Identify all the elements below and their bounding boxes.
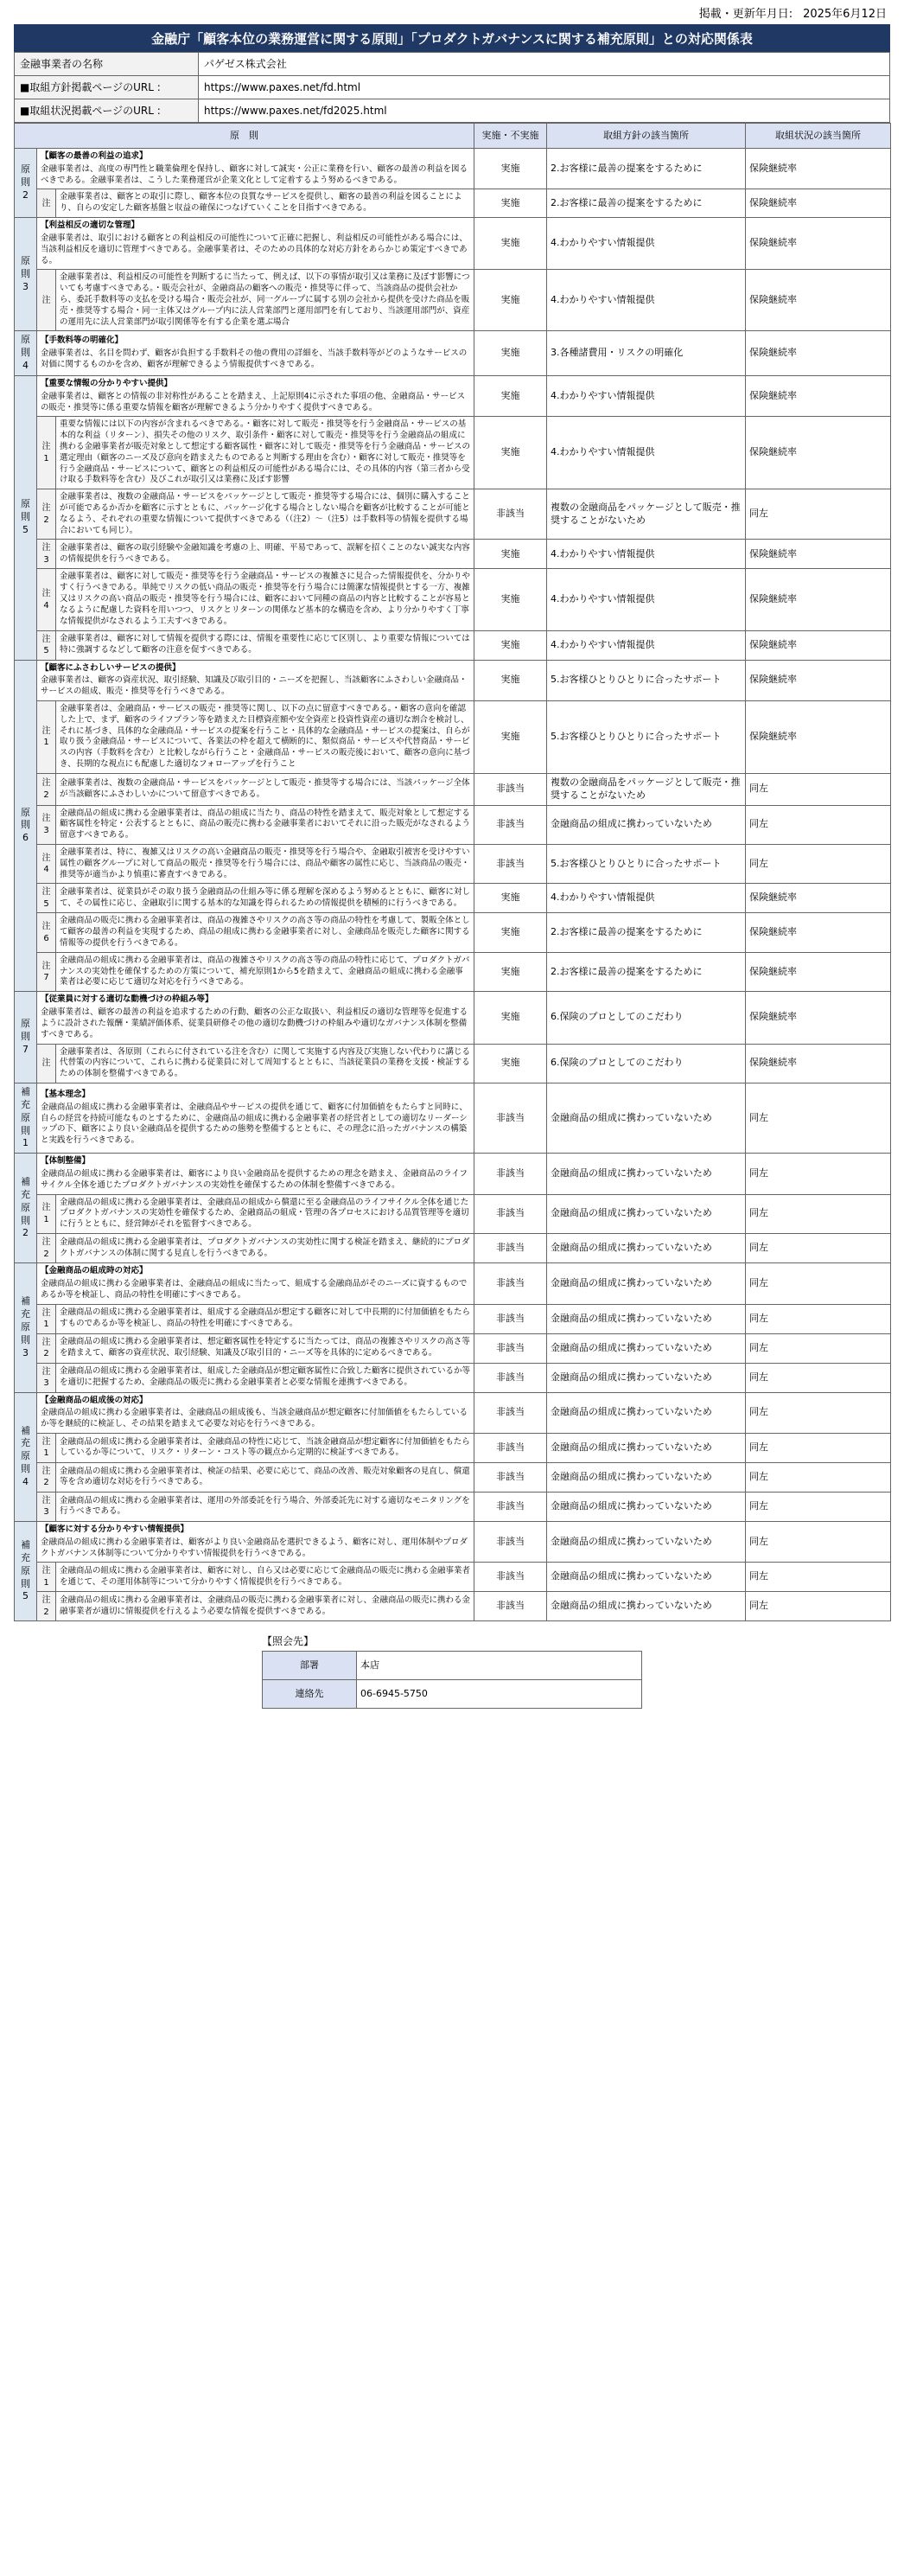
company-name-label: 金融事業者の名称 <box>15 53 199 76</box>
status-cell: 非該当 <box>474 1563 547 1592</box>
table-row <box>15 189 891 218</box>
principle-body: 金融事業者は、高度の専門性と職業倫理を保持し、顧客に対して誠実・公正に業務を行い、顧客の最善の利益を図るべきである。金融事業者は、こうした業務運営が企業文化として定着するよう努めるべきである。 <box>41 163 468 185</box>
principle-text <box>56 1563 474 1592</box>
principle-group: 補充原則3 <box>15 1263 37 1392</box>
progress-cell: 保険継続率 <box>746 913 891 952</box>
policy-cell: 4.わかりやすい情報提供 <box>547 270 746 331</box>
principle-text <box>37 660 474 700</box>
note-label: 注1 <box>37 1563 56 1592</box>
progress-cell: 同左 <box>746 1304 891 1333</box>
dept-label: 部署 <box>263 1652 357 1680</box>
principle-text <box>37 1154 474 1194</box>
status-cell: 実施 <box>474 1044 547 1083</box>
policy-cell: 金融商品の組成に携わっていないため <box>547 1521 746 1562</box>
principle-body: 金融商品の組成に携わる金融事業者は、顧客がより良い金融商品を選択できるよう、顧客に対し、運用体制やプロダクトガバナンス体制等について分かりやすい情報提供を行うべきである。 <box>41 1537 468 1558</box>
note-label: 注1 <box>37 417 56 489</box>
progress-cell: 同左 <box>746 1333 891 1363</box>
principle-heading: 【利益相反の適切な管理】 <box>41 221 140 231</box>
principle-text <box>56 489 474 540</box>
table-row <box>15 375 891 416</box>
principle-heading: 【重要な情報の分かりやすい提供】 <box>41 378 173 388</box>
table-row <box>15 1392 891 1433</box>
progress-cell: 保険継続率 <box>746 1044 891 1083</box>
status-url-link[interactable]: https://www.paxes.net/fd2025.html <box>199 99 890 123</box>
policy-cell: 金融商品の組成に携わっていないため <box>547 805 746 844</box>
company-name-value: パゲゼス株式会社 <box>199 53 890 76</box>
progress-cell: 同左 <box>746 1263 891 1304</box>
principle-body: 金融事業者は、利益相反の可能性を判断するに当たって、例えば、以下の事情が取引又は業務に及ぼす影響についても考慮すべきである。・販売会社が、金融商品の顧客への販売・推奨等に伴って、当該商品の提供会社から、委託手数料等の支払を受ける場合・販売会社が、同一グループに属する別の会社から提供を受けた商品を販売・推奨等する場合・同一主体又はグループ内に法人営業部門と運用部門を有しており、当該運用部門が、資産の運用先に法人営業部門が取引関係等を有する企業を選ぶ場合 <box>60 272 470 327</box>
policy-cell: 2.お客様に最善の提案をするために <box>547 952 746 991</box>
principle-body: 金融商品の組成に携わる金融事業者は、運用の外部委託を行う場合、外部委託先に対する適切なモニタリングを行うべきである。 <box>60 1495 470 1517</box>
principle-text <box>37 149 474 189</box>
contact-table <box>262 1651 642 1709</box>
principle-heading: 【顧客の最善の利益の追求】 <box>41 151 148 161</box>
principle-body: 金融事業者は、顧客に対して販売・推奨等を行う金融商品・サービスの複雑さに見合った情報提供を、分かりやすく行うべきである。単純でリスクの低い商品の販売・推奨等を行う場合には簡潔な情報提供とする一方、複雑又はリスクの高い商品の販売・推奨等を行う場合には、顧客において同種の商品の内容と比較することが容易となるように配慮した資料を用いつつ、リスクとリターンの関係など基本的な構造を含め、より分かりやすく丁寧な情報提供がなされるよう工夫すべきである。 <box>60 572 471 626</box>
progress-cell: 同左 <box>746 773 891 805</box>
table-row <box>15 773 891 805</box>
status-cell: 非該当 <box>474 805 547 844</box>
policy-cell: 金融商品の組成に携わっていないため <box>547 1563 746 1592</box>
principle-text <box>56 952 474 991</box>
status-cell: 非該当 <box>474 1083 547 1153</box>
table-row <box>15 1083 891 1153</box>
status-cell: 非該当 <box>474 1304 547 1333</box>
principle-group: 原則7 <box>15 992 37 1083</box>
progress-cell: 同左 <box>746 1521 891 1562</box>
principle-body: 金融商品の組成に携わる金融事業者は、商品の組成に当たり、商品の特性を踏まえて、販売対象として想定する顧客属性を特定・公表するとともに、商品の販売に携わる金融事業者においてそれに沿った販売がなされるよう留意すべきである。 <box>60 808 471 841</box>
note-label: 注1 <box>37 1194 56 1233</box>
principle-text <box>56 270 474 331</box>
principle-body: 金融事業者は、取引における顧客との利益相反の可能性について正確に把握し、利益相反の可能性がある場合には、当該利益相反を適切に管理すべきである。金融事業者は、そのための具体的な対応方針をあらかじめ策定すべきである。 <box>41 233 468 265</box>
status-cell: 実施 <box>474 540 547 569</box>
principle-body: 金融商品の組成に携わる金融事業者は、金融商品の販売に携わる金融事業者に対し、金融商品の販売に携わる金融事業者が適切に情報提供を行えるよう必要な情報を提供すべきである。 <box>60 1595 471 1616</box>
status-cell: 非該当 <box>474 1392 547 1433</box>
progress-cell: 同左 <box>746 1563 891 1592</box>
principle-heading: 【基本理念】 <box>41 1090 91 1100</box>
principle-body: 金融商品の組成に携わる金融事業者は、顧客に対し、自ら又は必要に応じて金融商品の販売に携わる金融事業者を通じて、その運用体制等について分かりやすく情報提供を行うべきである。 <box>60 1566 471 1587</box>
table-row <box>15 331 891 376</box>
principle-group: 原則2 <box>15 149 37 218</box>
principle-body: 金融事業者は、顧客に対して情報を提供する際には、情報を重要性に応じて区別し、より重要な情報については特に強調するなどして顧客の注意を促すべきである。 <box>60 634 470 655</box>
progress-cell: 保険継続率 <box>746 569 891 630</box>
policy-cell: 4.わかりやすい情報提供 <box>547 630 746 660</box>
principle-body: 金融商品の組成に携わる金融事業者は、金融商品の組成から償還に至る金融商品のライフサイクル全体を通じたプロダクトガバナンスの実効性を確保するため、金融商品の組成・管理の各プロセスにおける品質管理等を適切に行うとともに、経営陣がそれを監督すべきである。 <box>60 1197 469 1230</box>
contact-box <box>262 1633 642 1709</box>
principle-text <box>56 189 474 218</box>
status-cell: 実施 <box>474 218 547 270</box>
table-row <box>15 569 891 630</box>
company-info-table <box>14 52 890 123</box>
principle-group: 原則5 <box>15 375 37 660</box>
principle-body: 金融商品の販売に携わる金融事業者は、商品の複雑さやリスクの高さ等の商品の特性を考慮して、製販全体として顧客の最善の利益を実現するため、商品の組成に携わる金融事業者に対し、金融商品を販売した顧客に関する情報等の提供を行うべきである。 <box>60 916 470 949</box>
principle-body: 金融事業者は、複数の金融商品・サービスをパッケージとして販売・推奨等する場合には、個別に購入することが可能であるか否かを顧客に示すとともに、パッケージ化する場合としない場合を顧客が比較することが可能となるよう、それぞれの重要な情報について提供すべきである（（注2）～（注5）は手数料等の情報を提供する場合においても同じ）。 <box>60 492 470 535</box>
principle-body: 金融事業者は、複数の金融商品・サービスをパッケージとして販売・推奨等する場合には、当該パッケージ全体が当該顧客にふさわしいかについて留意すべきである。 <box>60 777 470 799</box>
table-row <box>15 417 891 489</box>
status-cell: 実施 <box>474 952 547 991</box>
principle-heading: 【手数料等の明確化】 <box>41 336 124 346</box>
policy-cell: 金融商品の組成に携わっていないため <box>547 1194 746 1233</box>
progress-cell: 保険継続率 <box>746 375 891 416</box>
principle-text <box>56 805 474 844</box>
status-cell: 非該当 <box>474 1363 547 1392</box>
progress-cell: 保険継続率 <box>746 417 891 489</box>
principle-body: 金融商品の組成に携わる金融事業者は、金融商品の組成後も、当該金融商品が想定顧客に付加価値をもたらしているか等を継続的に検証し、その結果を踏まえて必要な対応を行うべきである。 <box>41 1408 468 1429</box>
table-row <box>15 149 891 189</box>
status-cell: 実施 <box>474 375 547 416</box>
principle-body: 金融商品の組成に携わる金融事業者は、想定顧客属性を特定するに当たっては、商品の複雑さやリスクの高さ等を踏まえて、顧客の資産状況、取引経験、知識及び取引目的・ニーズ等を具体的に定めるべきである。 <box>60 1337 470 1358</box>
status-cell: 実施 <box>474 884 547 913</box>
progress-cell: 保険継続率 <box>746 630 891 660</box>
principle-body: 金融商品の組成に携わる金融事業者は、金融商品の組成に当たって、組成する金融商品がそのニーズに資するものであるか等を検証し、商品の特性を明確にすべきである。 <box>41 1278 468 1300</box>
policy-cell: 5.お客様ひとりひとりに合ったサポート <box>547 660 746 700</box>
note-label: 注 <box>37 189 56 218</box>
principle-body: 金融事業者は、顧客の資産状況、取引経験、知識及び取引目的・ニーズを把握し、当該顧客にふさわしい金融商品・サービスの組成、販売・推奨等を行うべきである。 <box>41 675 468 697</box>
table-row <box>15 1234 891 1263</box>
note-label: 注 <box>37 270 56 331</box>
update-info <box>0 0 904 24</box>
note-label: 注3 <box>37 540 56 569</box>
status-cell: 非該当 <box>474 1492 547 1521</box>
principle-text <box>37 218 474 270</box>
principle-group: 補充原則1 <box>15 1083 37 1153</box>
note-label: 注6 <box>37 913 56 952</box>
tel-value: 06-6945-5750 <box>357 1680 642 1709</box>
policy-cell: 4.わかりやすい情報提供 <box>547 218 746 270</box>
table-row <box>15 1194 891 1233</box>
principle-text <box>37 1392 474 1433</box>
principle-text <box>56 569 474 630</box>
principle-rows <box>15 149 891 1621</box>
policy-cell: 6.保険のプロとしてのこだわり <box>547 1044 746 1083</box>
status-cell: 実施 <box>474 417 547 489</box>
table-row <box>15 700 891 773</box>
updated-label: 掲載・更新年月日: <box>698 7 793 21</box>
principle-body: 金融商品の組成に携わる金融事業者は、金融商品やサービスの提供を通じて、顧客に付加価値をもたらすと同時に、自らの経営を持続可能なものとするために、金融商品の組成に携わる金融事業者の経営者としての適切なリーダーシップの下、顧客により良い金融商品を提供するための態勢を整備するとともに、その理念に沿ったガバナンスの構築と実践を行うべきである。 <box>41 1102 468 1146</box>
principle-group: 補充原則5 <box>15 1521 37 1620</box>
table-row <box>15 952 891 991</box>
principle-body: 金融商品の組成に携わる金融事業者は、組成する金融商品が想定する顧客に対して中長期的に付加価値をもたらすものであるか等を検証し、商品の特性を明確にすべきである。 <box>60 1307 471 1328</box>
table-row <box>15 1462 891 1492</box>
principle-text <box>37 992 474 1044</box>
principle-body: 金融商品の組成に携わる金融事業者は、検証の結果、必要に応じて、商品の改善、販売対象顧客の見直し、償還等を含め適切な対応を行うべきである。 <box>60 1466 470 1487</box>
principle-text <box>56 1044 474 1083</box>
policy-cell: 4.わかりやすい情報提供 <box>547 569 746 630</box>
table-row <box>15 992 891 1044</box>
policy-cell: 金融商品の組成に携わっていないため <box>547 1154 746 1194</box>
progress-cell: 同左 <box>746 844 891 883</box>
table-row <box>15 489 891 540</box>
principle-group: 補充原則4 <box>15 1392 37 1521</box>
principle-body: 重要な情報には以下の内容が含まれるべきである。・顧客に対して販売・推奨等を行う金融商品・サービスの基本的な利益（リターン）、損失その他のリスク、取引条件・顧客に対して販売・推奨等を行う金融商品の組成に携わる金融事業者が販売対象として想定する顧客属性・顧客に対して販売・推奨等を行う金融商品・サービスの選定理由（顧客のニーズ及び意向を踏まえたものであると判断する理由を含む）・顧客に対して販売・推奨等を行う金融商品・サービスについて、顧客との利益相反の可能性がある場合には、その具体的内容（第三者から受け取る手数料等を含む）及びこれが取引又は業務に及ぼす影響 <box>60 419 471 485</box>
policy-cell: 4.わかりやすい情報提供 <box>547 884 746 913</box>
status-cell: 非該当 <box>474 1263 547 1304</box>
policy-cell: 金融商品の組成に携わっていないため <box>547 1083 746 1153</box>
note-label: 注3 <box>37 1492 56 1521</box>
table-row <box>15 884 891 913</box>
principle-text <box>37 375 474 416</box>
table-row <box>15 1263 891 1304</box>
progress-cell: 保険継続率 <box>746 331 891 376</box>
policy-cell: 金融商品の組成に携わっていないため <box>547 1304 746 1333</box>
principle-text <box>56 417 474 489</box>
status-cell: 実施 <box>474 660 547 700</box>
principle-text <box>56 700 474 773</box>
principle-text <box>37 1521 474 1562</box>
principle-text <box>56 884 474 913</box>
progress-cell: 同左 <box>746 1234 891 1263</box>
status-cell: 実施 <box>474 189 547 218</box>
principle-text <box>56 844 474 883</box>
policy-cell: 2.お客様に最善の提案をするために <box>547 189 746 218</box>
principle-heading: 【顧客に対する分かりやすい情報提供】 <box>41 1524 189 1534</box>
status-cell: 非該当 <box>474 1194 547 1233</box>
principle-text <box>56 630 474 660</box>
table-row <box>15 660 891 700</box>
status-cell: 非該当 <box>474 1521 547 1562</box>
progress-cell: 保険継続率 <box>746 660 891 700</box>
note-label: 注5 <box>37 630 56 660</box>
policy-cell: 4.わかりやすい情報提供 <box>547 417 746 489</box>
policy-cell: 金融商品の組成に携わっていないため <box>547 1392 746 1433</box>
note-label: 注1 <box>37 1304 56 1333</box>
progress-cell: 同左 <box>746 489 891 540</box>
policy-cell: 金融商品の組成に携わっていないため <box>547 1433 746 1462</box>
status-cell: 実施 <box>474 992 547 1044</box>
policy-url-label: ■取組方針掲載ページのURL : <box>15 76 199 99</box>
updated-date: 2025年6月12日 <box>803 7 887 21</box>
policy-cell: 複数の金融商品をパッケージとして販売・推奨することがないため <box>547 773 746 805</box>
principle-body: 金融事業者は、顧客の最善の利益を追求するための行動、顧客の公正な取扱い、利益相反の適切な管理等を促進するように設計された報酬・業績評価体系、従業員研修その他の適切な動機づけの枠組みや適切なガバナンス体制を整備すべきである。 <box>41 1007 468 1039</box>
policy-cell: 金融商品の組成に携わっていないため <box>547 1333 746 1363</box>
status-cell: 非該当 <box>474 1462 547 1492</box>
status-cell: 非該当 <box>474 1154 547 1194</box>
table-row <box>15 844 891 883</box>
table-row <box>15 1304 891 1333</box>
policy-cell: 2.お客様に最善の提案をするために <box>547 149 746 189</box>
status-cell: 実施 <box>474 149 547 189</box>
progress-cell: 保険継続率 <box>746 218 891 270</box>
status-cell: 非該当 <box>474 1433 547 1462</box>
table-row <box>15 630 891 660</box>
table-row <box>15 218 891 270</box>
note-label: 注2 <box>37 1592 56 1621</box>
table-row <box>15 1592 891 1621</box>
principle-text <box>56 1462 474 1492</box>
policy-cell: 金融商品の組成に携わっていないため <box>547 1592 746 1621</box>
principle-text <box>56 1363 474 1392</box>
progress-cell: 同左 <box>746 1194 891 1233</box>
principle-text <box>56 1433 474 1462</box>
note-label: 注4 <box>37 844 56 883</box>
table-row <box>15 1154 891 1194</box>
note-label: 注2 <box>37 1333 56 1363</box>
note-label: 注3 <box>37 1363 56 1392</box>
tel-label: 連絡先 <box>263 1680 357 1709</box>
progress-cell: 保険継続率 <box>746 884 891 913</box>
progress-cell: 同左 <box>746 1392 891 1433</box>
col-principle: 原 則 <box>15 124 474 149</box>
principle-body: 金融商品の組成に携わる金融事業者は、金融商品の特性に応じて、当該金融商品が想定顧客に付加価値をもたらしているか等について、リスク・リターン・コスト等の観点から定期的に検証すべきである。 <box>60 1436 470 1458</box>
principle-text <box>56 1304 474 1333</box>
principle-body: 金融事業者は、名目を問わず、顧客が負担する手数料その他の費用の詳細を、当該手数料等がどのようなサービスの対価に関するものかを含め、顧客が理解できるよう情報提供すべきである。 <box>41 348 468 370</box>
principle-text <box>56 1333 474 1363</box>
policy-url-link[interactable]: https://www.paxes.net/fd.html <box>199 76 890 99</box>
table-row <box>15 1433 891 1462</box>
policy-cell: 5.お客様ひとりひとりに合ったサポート <box>547 844 746 883</box>
principle-body: 金融商品の組成に携わる金融事業者は、顧客により良い金融商品を提供するための理念を踏まえ、金融商品のライフサイクル全体を通じたプロダクトガバナンスの実効性を確保するための体制を整備すべきである。 <box>41 1169 468 1190</box>
progress-cell: 同左 <box>746 1154 891 1194</box>
note-label: 注5 <box>37 884 56 913</box>
note-label: 注2 <box>37 1234 56 1263</box>
principle-text <box>37 331 474 376</box>
status-cell: 実施 <box>474 913 547 952</box>
table-row <box>15 1363 891 1392</box>
status-url-label: ■取組状況掲載ページのURL : <box>15 99 199 123</box>
status-cell: 非該当 <box>474 1234 547 1263</box>
principle-text <box>37 1083 474 1153</box>
status-cell: 非該当 <box>474 1592 547 1621</box>
principle-text <box>56 1492 474 1521</box>
principle-text <box>56 540 474 569</box>
note-label: 注4 <box>37 569 56 630</box>
principle-text <box>56 913 474 952</box>
principle-body: 金融事業者は、顧客の取引経験や金融知識を考慮の上、明確、平易であって、誤解を招くことのない誠実な内容の情報提供を行うべきである。 <box>60 543 470 564</box>
policy-cell: 金融商品の組成に携わっていないため <box>547 1462 746 1492</box>
progress-cell: 保険継続率 <box>746 952 891 991</box>
table-row <box>15 1563 891 1592</box>
note-label: 注1 <box>37 1433 56 1462</box>
table-row <box>15 1492 891 1521</box>
policy-cell: 4.わかりやすい情報提供 <box>547 540 746 569</box>
principle-text <box>56 1234 474 1263</box>
progress-cell: 保険継続率 <box>746 149 891 189</box>
progress-cell: 同左 <box>746 1462 891 1492</box>
progress-cell: 同左 <box>746 1083 891 1153</box>
table-row <box>15 913 891 952</box>
policy-cell: 6.保険のプロとしてのこだわり <box>547 992 746 1044</box>
table-row <box>15 1044 891 1083</box>
principle-heading: 【金融商品の組成時の対応】 <box>41 1266 148 1276</box>
principle-group: 原則4 <box>15 331 37 376</box>
policy-cell: 複数の金融商品をパッケージとして販売・推奨することがないため <box>547 489 746 540</box>
table-row <box>15 270 891 331</box>
progress-cell: 同左 <box>746 1433 891 1462</box>
note-label: 注 <box>37 1044 56 1083</box>
table-row <box>15 1521 891 1562</box>
note-label: 注3 <box>37 805 56 844</box>
progress-cell: 保険継続率 <box>746 540 891 569</box>
progress-cell: 保険継続率 <box>746 189 891 218</box>
progress-cell: 同左 <box>746 1363 891 1392</box>
principle-group: 原則6 <box>15 660 37 992</box>
note-label: 注2 <box>37 489 56 540</box>
principle-text <box>56 1194 474 1233</box>
progress-cell: 同左 <box>746 805 891 844</box>
policy-cell: 3.各種諸費用・リスクの明確化 <box>547 331 746 376</box>
policy-cell: 4.わかりやすい情報提供 <box>547 375 746 416</box>
status-cell: 非該当 <box>474 773 547 805</box>
col-progress: 取組状況の該当箇所 <box>746 124 891 149</box>
contact-title: 【照会先】 <box>262 1635 315 1648</box>
status-cell: 実施 <box>474 270 547 331</box>
principle-body: 金融事業者は、従業員がその取り扱う金融商品の仕組み等に係る理解を深めるよう努めるとともに、顧客に対して、その属性に応じ、金融取引に関する基本的な知識を得られるための情報提供を積極的に行うべきである。 <box>60 887 471 908</box>
principle-body: 金融商品の組成に携わる金融事業者は、商品の複雑さやリスクの高さ等の商品の特性に応じて、プロダクトガバナンスの実効性を確保するための方策について、補充原則1から5を踏まえて、金融商品の組成に携わる金融事業者は必要に応じて適切な対応を行うべきである。 <box>60 955 470 988</box>
principle-heading: 【金融商品の組成後の対応】 <box>41 1395 148 1405</box>
progress-cell: 保険継続率 <box>746 700 891 773</box>
principle-text <box>56 773 474 805</box>
principle-body: 金融商品の組成に携わる金融事業者は、組成した金融商品が想定顧客属性に合致した顧客に提供されているか等を適切に把握するため、金融商品の販売に携わる金融事業者と必要な情報を連携すべきである。 <box>60 1366 471 1387</box>
note-label: 注2 <box>37 773 56 805</box>
principle-body: 金融事業者は、顧客との取引に際し、顧客本位の良質なサービスを提供し、顧客の最善の利益を図ることにより、自らの安定した顧客基盤と収益の確保につなげていくことを目指すべきである。 <box>60 192 462 214</box>
principle-group: 原則3 <box>15 218 37 331</box>
progress-cell: 同左 <box>746 1592 891 1621</box>
table-row <box>15 805 891 844</box>
status-cell: 実施 <box>474 700 547 773</box>
table-row <box>15 540 891 569</box>
status-cell: 実施 <box>474 630 547 660</box>
table-row <box>15 1333 891 1363</box>
principle-heading: 【顧客にふさわしいサービスの提供】 <box>41 662 181 673</box>
policy-cell: 金融商品の組成に携わっていないため <box>547 1363 746 1392</box>
policy-cell: 2.お客様に最善の提案をするために <box>547 913 746 952</box>
col-status: 実施・不実施 <box>474 124 547 149</box>
principle-text <box>56 1592 474 1621</box>
principle-heading: 【従業員に対する適切な動機づけの枠組み等】 <box>41 994 213 1005</box>
status-cell: 非該当 <box>474 1333 547 1363</box>
col-policy: 取組方針の該当箇所 <box>547 124 746 149</box>
policy-cell: 5.お客様ひとりひとりに合ったサポート <box>547 700 746 773</box>
principle-body: 金融事業者は、金融商品・サービスの販売・推奨等に関し、以下の点に留意すべきである。・顧客の意向を確認した上で、まず、顧客のライフプラン等を踏まえた目標資産額や安全資産と投資性資産の適切な割合を検討し、それに基づき、具体的な金融商品・サービスの提案を行うこと・具体的な金融商品・サービスの提案は、自らが取り扱う金融商品・サービスについて、各業法の枠を超えて横断的に、類似商品・サービスや代替商品・サービスの内容（手数料を含む）と比較しながら行うこと・金融商品・サービスの販売後において、顧客の意向に基づき、長期的な視点にも配慮した適切なフォローアップを行うこと <box>60 703 470 770</box>
progress-cell: 保険継続率 <box>746 992 891 1044</box>
principle-group: 補充原則2 <box>15 1154 37 1263</box>
principle-body: 金融事業者は、各原則（これらに付されている注を含む）に関して実施する内容及び実施しない代わりに講じる代替策の内容について、これらに携わる従業員に対して周知するとともに、当該従業員の業務を支援・検証するための体制を整備すべきである。 <box>60 1046 471 1079</box>
note-label: 注7 <box>37 952 56 991</box>
principle-text <box>37 1263 474 1304</box>
dept-value: 本店 <box>357 1652 642 1680</box>
correspondence-table <box>14 123 891 1621</box>
principle-body: 金融事業者は、顧客との情報の非対称性があることを踏まえ、上記原則4に示された事項の他、金融商品・サービスの販売・推奨等に係る重要な情報を顧客が理解できるよう分かりやすく提供すべきである。 <box>41 391 466 412</box>
policy-cell: 金融商品の組成に携わっていないため <box>547 1492 746 1521</box>
page-title: 金融庁「顧客本位の業務運営に関する原則」「プロダクトガバナンスに関する補充原則」との対応関係表 <box>14 24 890 52</box>
progress-cell: 同左 <box>746 1492 891 1521</box>
principle-body: 金融商品の組成に携わる金融事業者は、プロダクトガバナンスの実効性に関する検証を踏まえ、継続的にプロダクトガバナンスの体制に関する見直しを行うべきである。 <box>60 1237 470 1258</box>
status-cell: 実施 <box>474 569 547 630</box>
status-cell: 非該当 <box>474 844 547 883</box>
status-cell: 非該当 <box>474 489 547 540</box>
policy-cell: 金融商品の組成に携わっていないため <box>547 1234 746 1263</box>
progress-cell: 保険継続率 <box>746 270 891 331</box>
principle-body: 金融事業者は、特に、複雑又はリスクの高い金融商品の販売・推奨等を行う場合や、金融取引被害を受けやすい属性の顧客グループに対して商品の販売・推奨等を行う場合には、商品や顧客の属性に応じ、当該商品の販売・推奨等が適当かより慎重に審査すべきである。 <box>60 847 470 879</box>
principle-heading: 【体制整備】 <box>41 1156 91 1167</box>
note-label: 注2 <box>37 1462 56 1492</box>
policy-cell: 金融商品の組成に携わっていないため <box>547 1263 746 1304</box>
note-label: 注1 <box>37 700 56 773</box>
status-cell: 実施 <box>474 331 547 376</box>
